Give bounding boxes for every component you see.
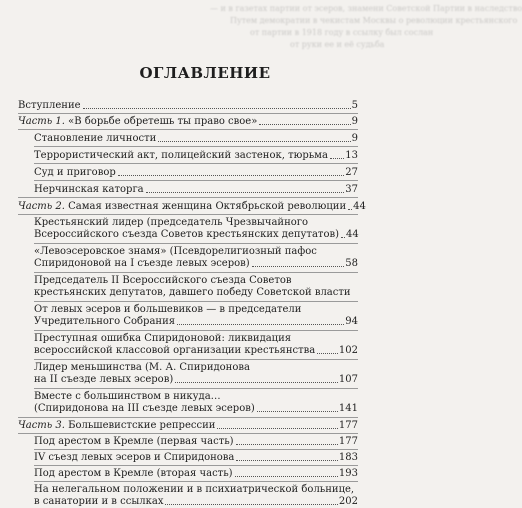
toc-entry-title: Под арестом в Кремле (первая часть) [34,436,234,447]
toc-entry[interactable] [34,468,358,480]
toc-entry[interactable] [34,484,358,508]
toc-entry-title: Председатель II Всероссийского съезда Советов [34,275,292,286]
toc-page-number: 58 [345,258,358,269]
bleed-line: от партии в 1918 году в ссылку был сослан [250,28,434,37]
toc-part-number: Часть 3. [18,420,65,431]
toc-page-number: 27 [345,167,358,178]
toc-entry[interactable] [34,304,358,328]
toc-page-number: 94 [345,316,358,327]
toc-page-number: 177 [338,420,358,431]
toc-entry[interactable] [34,452,358,464]
toc-entry-title-cont: в санатории и в ссылках [34,496,164,507]
toc-entry-title: Вступление [18,100,81,111]
toc-part-2[interactable] [18,201,366,213]
toc-page-number: 9 [351,133,358,144]
toc-entry-title: Самая известная женщина Октябрьской революции [68,201,347,212]
toc-part-number: Часть 2. [18,201,65,212]
toc-page-number: 177 [338,436,358,447]
toc-entry[interactable] [34,333,358,357]
toc-entry[interactable] [34,133,358,145]
toc-entry-title: От левых эсеров и большевиков — в председатели [34,304,302,315]
toc-page-number: 202 [338,496,358,507]
toc-entry-title: Суд и приговор [34,167,116,178]
toc-entry[interactable] [34,150,358,162]
toc-page-number: 193 [338,468,358,479]
toc-entry-title-cont: всероссийской классовой организации крестьянства [34,345,316,356]
bleed-line: — и в газетах партии от эсеров, знамени Советской Партии в наследство [210,4,522,13]
toc-page-number: 9 [351,116,358,127]
toc-page-number: 44 [346,229,359,240]
toc-entry-title-cont: на II съезде левых эсеров) [34,374,174,385]
toc-page-number: 141 [338,403,358,414]
toc-entry[interactable] [34,217,358,241]
toc-entry-title-cont: Всероссийского съезда Советов крестьянских депутатов) [34,229,339,240]
toc-entry-title-cont: Спиридоновой на I съезде левых эсеров) [34,258,250,269]
toc-page-number: 102 [338,345,358,356]
toc-entry[interactable] [34,436,358,448]
toc-page-number: 5 [351,100,358,111]
toc-entry-title: Нерчинская каторга [34,184,144,195]
toc-entry-title: Под арестом в Кремле (вторая часть) [34,468,233,479]
toc-part-3[interactable] [18,420,358,432]
toc-entry[interactable] [34,391,358,415]
toc-entry-title-cont: Учредительного Собрания [34,316,176,327]
toc-entry-title: Крестьянский лидер (председатель Чрезвычайного [34,217,309,228]
toc-entry-title: Большевистские репрессии [68,420,216,431]
bleed-through-text [0,0,522,52]
toc-entry[interactable] [34,184,358,196]
toc-entry-title: Вместе с большинством в никуда… [34,391,221,402]
bleed-line: от руки ее и её судьба [290,40,385,49]
toc-entry-title: Преступная ошибка Спиридоновой: ликвидация [34,333,292,344]
bleed-line: Путем демократии в чекистам Москвы о революции крестьянского [230,16,518,25]
toc-entry-title: Лидер меньшинства (М. А. Спиридонова [34,362,250,373]
toc-entry[interactable] [34,246,358,270]
toc-entry[interactable] [34,275,358,299]
toc-entry-title: «В борьбе обретешь ты право свое» [68,116,258,127]
toc-page-number: 183 [338,452,358,463]
toc-entry-title: На нелегальном положении и в психиатрической больнице, [34,484,355,495]
toc-entry[interactable] [34,362,358,386]
toc-page-number: 107 [338,374,358,385]
toc-page-number: 37 [345,184,358,195]
toc-page-number: 13 [345,150,358,161]
toc-page-number: 44 [353,201,366,212]
toc-entry-title: «Левоэсеровское знамя» (Псевдорелигиозный пафос [34,246,317,257]
toc-entry-title: Террористический акт, полицейский застенок, тюрьма [34,150,328,161]
toc-entry-intro[interactable] [18,100,358,112]
toc-entry-title-cont: крестьянских депутатов, давшего победу Советской власти [34,287,351,298]
page-title: ОГЛАВЛЕНИЕ [139,64,271,82]
toc-entry-title: IV съезд левых эсеров и Спиридонова [34,452,235,463]
toc-entry-title: Становление личности [34,133,157,144]
toc-part-1[interactable] [18,116,358,128]
toc-entry-title-cont: (Спиридонова на III съезде левых эсеров) [34,403,255,414]
toc-entry[interactable] [34,167,358,179]
toc-part-number: Часть 1. [18,116,65,127]
